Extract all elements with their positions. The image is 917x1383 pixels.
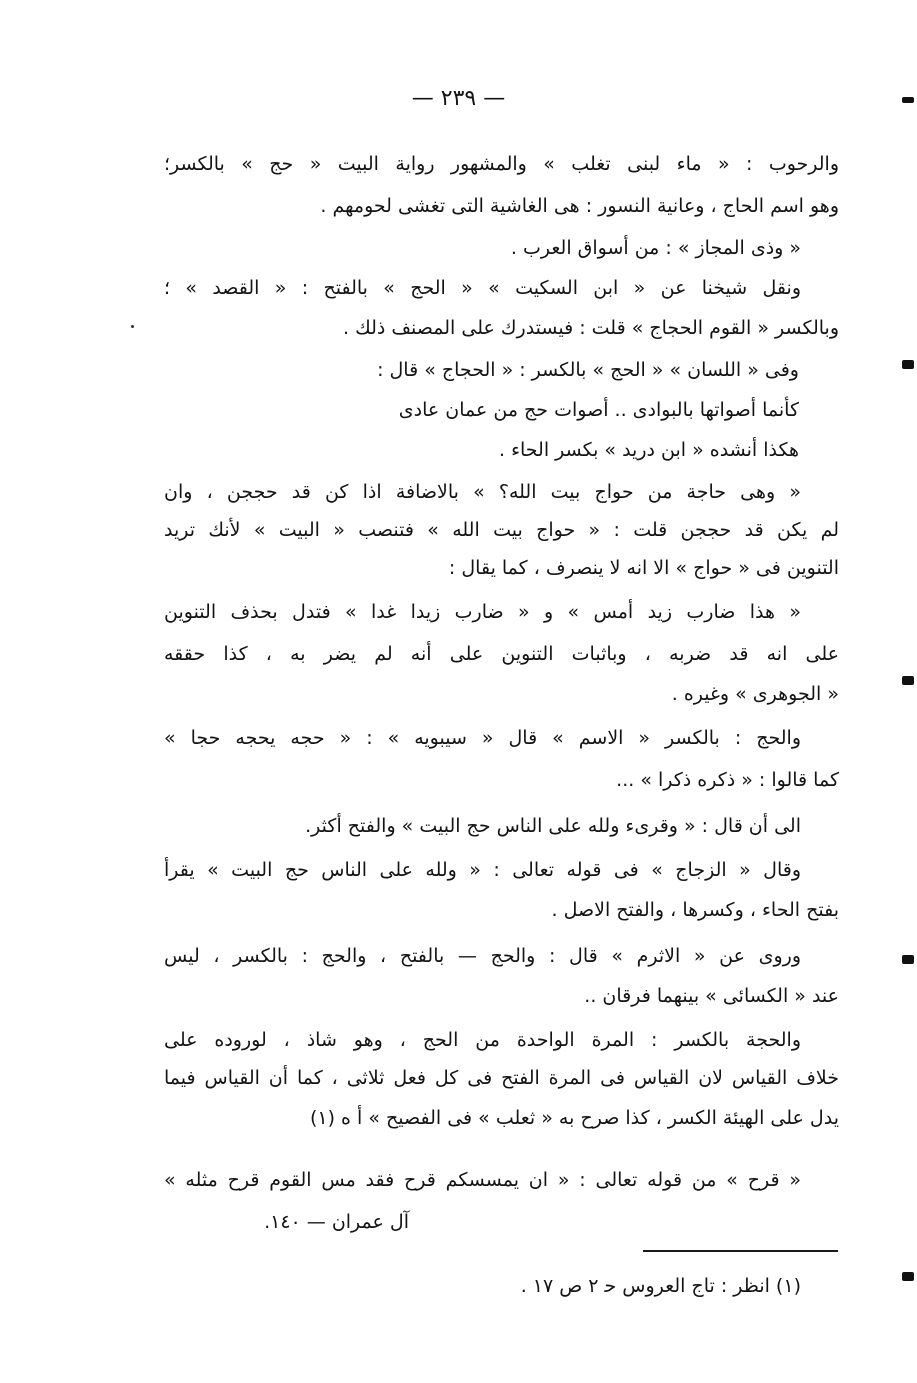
text-line: وقال « الزجاج » فى قوله تعالى : « ولله على الناس حج البيت » يقرأ — [164, 859, 801, 881]
edge-mark — [902, 1272, 914, 1281]
edge-mark — [902, 955, 914, 964]
text-line: وروى عن « الاثرم » قال : والحج — بالفتح ، والحج : بالكسر ، ليس — [164, 945, 801, 967]
text-line: والحجة بالكسر : المرة الواحدة من الحج ، وهو شاذ ، لوروده على — [164, 1029, 801, 1051]
text-line: ونقل شيخنا عن « ابن السكيت » « الحج » بالفتح : « القصد » ؛ — [164, 277, 801, 299]
scan-speck — [131, 325, 134, 328]
text-line: « هذا ضارب زيد أمس » و « ضارب زيدا غدا » فتدل بحذف التنوين — [164, 601, 801, 623]
edge-mark — [902, 97, 914, 103]
text-line: « الجوهرى » وغيره . — [671, 683, 839, 705]
text-line: وهو اسم الحاج ، وعانية النسور : هى الغاشية التى تغشى لحومهم . — [320, 195, 839, 217]
text-line: وفى « اللسان » « الحج » بالكسر : « الحجاج » قال : — [377, 359, 799, 381]
text-line: خلاف القياس لان القياس فى المرة الفتح فى كل فعل ثلاثى ، كما أن القياس فيما — [164, 1067, 839, 1089]
page-number: — ٢٣٩ — — [411, 86, 506, 111]
text-line: بفتح الحاء ، وكسرها ، والفتح الاصل . — [551, 899, 839, 921]
text-line: عند « الكسائى » بينهما فرقان .. — [584, 985, 839, 1007]
text-line: التنوين فى « حواج » الا انه لا ينصرف ، كما يقال : — [448, 557, 839, 579]
text-line: لم يكن قد حججن قلت : « حواج بيت الله » فتنصب « البيت » لأنك تريد — [164, 519, 839, 541]
text-line: يدل على الهيئة الكسر ، كذا صرح به « ثعلب » فى الفصيح » أ ه (١) — [309, 1107, 839, 1129]
text-line: وبالكسر « القوم الحجاج » قلت : فيستدرك على المصنف ذلك . — [343, 317, 839, 339]
footnote: (١) انظر : تاج العروس ﺣ ٢ ص ١٧ . — [520, 1275, 801, 1297]
edge-mark — [902, 360, 914, 369]
text-line: على انه قد ضربه ، وباثبات التنوين على أنه لم يضر به ، كذا حققه — [164, 643, 839, 665]
edge-mark — [902, 676, 914, 685]
body-text — [164, 0, 839, 1383]
text-line: هكذا أنشده « ابن دريد » بكسر الحاء . — [498, 439, 799, 461]
text-line: آل عمران — ١٤٠. — [264, 1211, 409, 1233]
text-line: « وهى حاجة من حواج بيت الله؟ » بالاضافة اذا كن قد حججن ، وان — [164, 481, 801, 503]
text-line: والحج : بالكسر « الاسم » قال « سيبويه » : « حجه يحجه حجا » — [164, 727, 801, 749]
text-line: كما قالوا : « ذكره ذكرا » ... — [616, 769, 839, 791]
text-line: « قرح » من قوله تعالى : « ان يمسسكم قرح فقد مس القوم قرح مثله » — [164, 1169, 801, 1191]
text-line: كأنما أصواتها بالبوادى .. أصوات حج من عمان عادى — [398, 399, 799, 421]
text-line: والرحوب : « ماء لبنى تغلب » والمشهور رواية البيت « حج » بالكسر؛ — [164, 153, 839, 175]
text-line: « وذى المجاز » : من أسواق العرب . — [510, 237, 801, 259]
text-line: الى أن قال : « وقرىء ولله على الناس حج البيت » والفتح أكثر. — [305, 815, 801, 837]
footnote-divider — [643, 1250, 838, 1252]
